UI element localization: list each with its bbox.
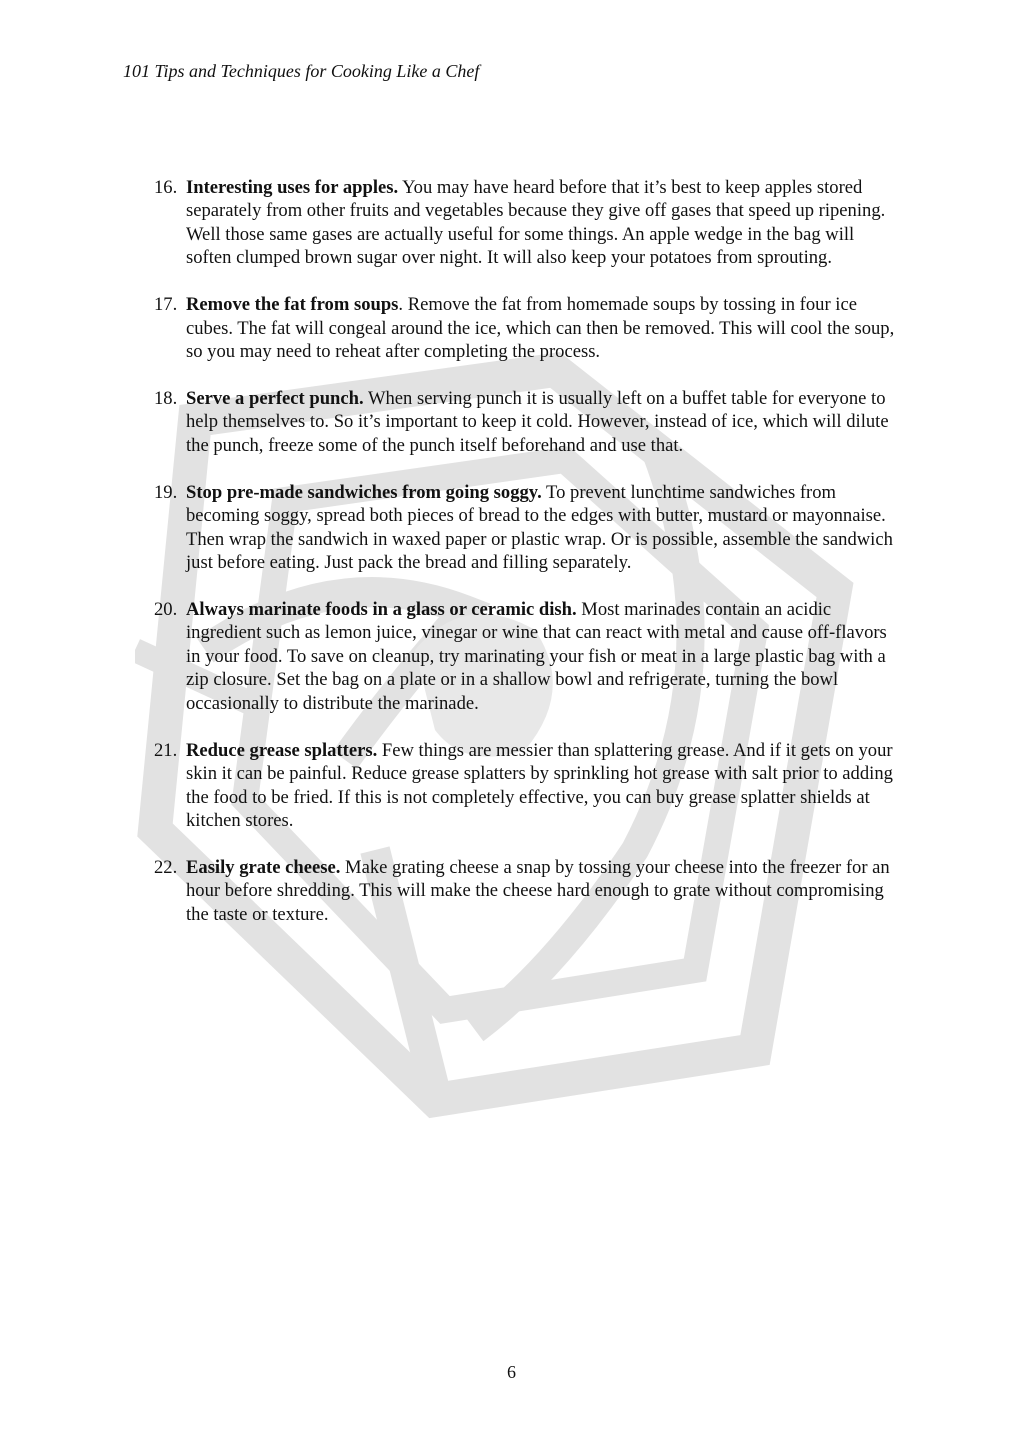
tip-title: Easily grate cheese. xyxy=(186,856,341,878)
page-number: 6 xyxy=(507,1362,516,1382)
tip-item-20 xyxy=(120,598,900,715)
tip-text: You may have heard before that it’s best to keep apples stored separately from other fruits and vegetables because they give off gases that speed up ripening. Well those same gases are actually useful for some things. An apple wedge in the bag will soften clumped brown sugar over night. It will also keep your potatoes from sprouting. xyxy=(186,177,886,269)
tip-text: To prevent lunchtime sandwiches from becoming soggy, spread both pieces of bread to the edges with butter, mustard or mayonnaise. Then wrap the sandwich in waxed paper or plastic wrap. Or is possible, assemble the sandwich just before eating. Just pack the bread and filling separately. xyxy=(186,481,893,574)
tip-text: . Remove the fat from homemade soups by tossing in four ice cubes. The fat will congeal around the ice, which can then be removed. This will cool the soup, so you may need to reheat after completing the process. xyxy=(186,294,895,363)
tip-title: Reduce grease splatters. xyxy=(186,739,378,761)
tip-title: Remove the fat from soups xyxy=(186,294,399,316)
tip-number: 16. xyxy=(154,177,178,198)
tip-title: Always marinate foods in a glass or ceramic dish. xyxy=(186,599,577,621)
tip-text: Make grating cheese a snap by tossing your cheese into the freezer for an hour before shredding. This will make the cheese hard enough to grate without compromising the taste or texture. xyxy=(186,856,890,925)
tip-title: Serve a perfect punch. xyxy=(186,388,364,410)
tip-title: Stop pre-made sandwiches from going soggy. xyxy=(186,481,542,503)
tip-item-21 xyxy=(120,739,900,833)
tip-number: 20. xyxy=(154,599,178,621)
tip-item-22 xyxy=(120,856,900,926)
tip-text: Most marinades contain an acidic ingredient such as lemon juice, vinegar or wine that can react with metal and cause off-flavors in your food. To save on cleanup, try marinating your fish or meat in a large plastic bag with a zip closure. Set the bag on a plate or in a shallow bowl and refrigerate, turning the bowl occasionally to distribute the marinade. xyxy=(186,599,887,714)
tip-number: 21. xyxy=(154,739,178,761)
tip-text: When serving punch it is usually left on a buffet table for everyone to help themselves to. So it’s important to keep it cold. However, instead of ice, which will dilute the punch, freeze some of the punch itself beforehand and use that. xyxy=(186,388,889,456)
tip-title: Interesting uses for apples. xyxy=(186,177,399,198)
tip-number: 19. xyxy=(154,481,178,503)
tip-item-18 xyxy=(120,387,900,457)
tips-list xyxy=(120,176,900,950)
tip-item-17 xyxy=(120,293,900,363)
running-header: 101 Tips and Techniques for Cooking Like a Chef xyxy=(123,61,480,81)
tip-item-19 xyxy=(120,481,900,575)
tip-item-16 xyxy=(120,176,900,270)
tip-number: 17. xyxy=(154,294,178,316)
tip-text: Few things are messier than splattering grease. And if it gets on your skin it can be painful. Reduce grease splatters by sprinkling hot grease with salt prior to adding the food to be fried. If this is not completely effective, you can buy grease splatter shields at kitchen stores. xyxy=(186,739,893,831)
tip-number: 18. xyxy=(154,388,178,410)
tip-number: 22. xyxy=(154,856,178,878)
